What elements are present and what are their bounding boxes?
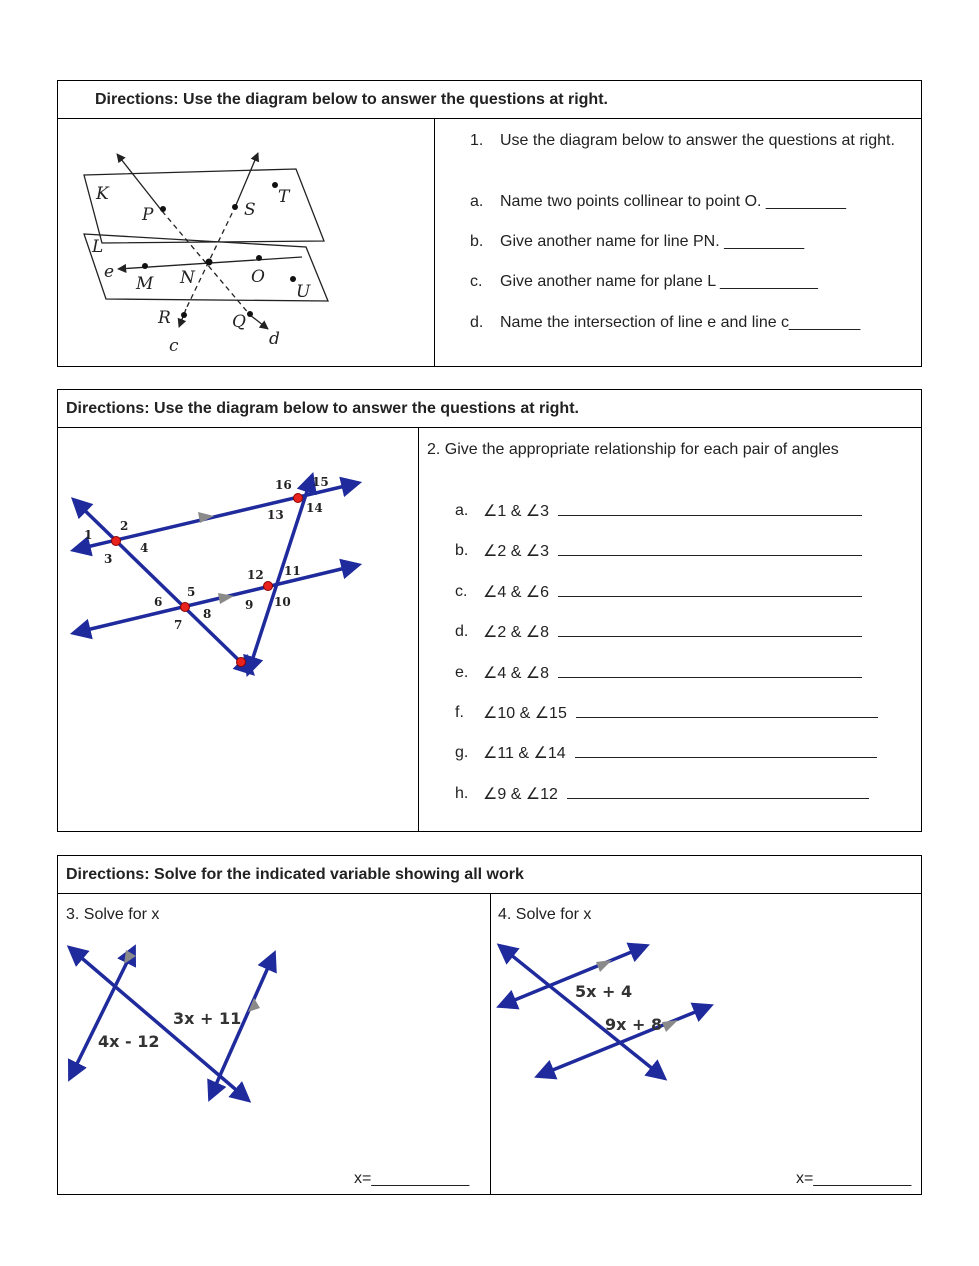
angle-label-11: 11 <box>284 564 301 578</box>
q2-item-h-text <box>483 784 869 805</box>
label-c: c <box>169 336 179 356</box>
line-pq-upper <box>117 154 162 211</box>
q2-item-b-letter: b. <box>455 542 469 559</box>
angle-label-16: 16 <box>275 478 292 492</box>
q2-item-h-label: ∠9 & ∠12 <box>483 786 558 803</box>
angle-label-10: 10 <box>274 595 291 609</box>
q2-item-a-letter: a. <box>455 502 469 519</box>
q2-item-h-letter: h. <box>455 785 469 802</box>
section2-header: Directions: Use the diagram below to answer the questions at right. <box>58 390 921 428</box>
intersection-dot-5 <box>237 658 246 667</box>
point-q <box>247 311 253 317</box>
section3-header: Directions: Solve for the indicated variable showing all work <box>58 856 921 894</box>
q2-item-f-letter: f. <box>455 704 464 721</box>
q4-answer: x=___________ <box>796 1170 912 1187</box>
answer-blank-e <box>558 663 862 678</box>
q2-item-d-letter: d. <box>455 623 469 640</box>
line-c-lower <box>179 309 186 327</box>
label-d: d <box>269 329 280 349</box>
q2-item-d-text <box>483 622 862 643</box>
q2-item-e-text <box>483 663 862 684</box>
intersection-dot-2 <box>294 494 303 503</box>
answer-blank-a <box>558 501 862 516</box>
plane-l <box>84 234 328 301</box>
intersection-dot-3 <box>181 603 190 612</box>
q2-item-f-text <box>483 703 878 724</box>
q2-item-e-label: ∠4 & ∠8 <box>483 665 550 682</box>
intersection-dot-4 <box>264 582 273 591</box>
q1-item-c-text: Give another name for plane L ___________ <box>500 273 818 290</box>
angle-label-2: 2 <box>120 519 129 533</box>
q2-item-d-label: ∠2 & ∠8 <box>483 624 550 641</box>
angle-label-8: 8 <box>203 607 212 621</box>
angle-label-6: 6 <box>154 595 163 609</box>
q1-item-b-text: Give another name for line PN. _________ <box>500 233 805 250</box>
angle-label-7: 7 <box>174 618 183 632</box>
angle-label-1: 1 <box>84 528 93 542</box>
q2-item-g-text <box>483 743 877 764</box>
q2-item-b-label: ∠2 & ∠3 <box>483 543 550 560</box>
q3-answer: x=___________ <box>354 1170 470 1187</box>
point-o <box>256 255 262 261</box>
point-s <box>232 204 238 210</box>
answer-blank-c <box>558 582 862 597</box>
section1-box <box>57 80 922 367</box>
label-plane-l: L <box>92 237 104 257</box>
q3-parallel-mark-left <box>124 950 136 964</box>
angle-label-14: 14 <box>306 501 323 515</box>
answer-blank-b <box>558 541 862 556</box>
q2-item-g-letter: g. <box>455 744 469 761</box>
answer-blank-f <box>576 703 878 718</box>
label-u: U <box>296 282 311 302</box>
q1-item-d-letter: d. <box>470 314 484 331</box>
point-r <box>181 312 187 318</box>
angle-label-15: 15 <box>312 475 329 489</box>
section1-header: Directions: Use the diagram below to answer the questions at right. <box>58 81 921 119</box>
label-p: P <box>142 205 154 225</box>
q2-item-b-text <box>483 541 862 562</box>
line-c-upper <box>236 153 258 205</box>
q2-item-a-label: ∠1 & ∠3 <box>483 503 550 520</box>
label-q: Q <box>232 312 246 332</box>
point-n <box>206 259 213 266</box>
q3-title: 3. Solve for x <box>66 906 160 923</box>
q2-item-c-letter: c. <box>455 583 468 600</box>
angle-label-12: 12 <box>247 568 264 582</box>
q1-item-a-text: Name two points collinear to point O. _________ <box>500 193 846 210</box>
q4-diagram <box>490 942 720 1092</box>
answer-blank-d <box>558 622 862 637</box>
planes-diagram <box>58 119 434 367</box>
q4-expression-1: 5x + 4 <box>575 982 633 1001</box>
q2-text: 2. Give the appropriate relationship for each pair of angles <box>427 441 839 458</box>
angle-label-13: 13 <box>267 508 284 522</box>
q1-number: 1. <box>470 132 484 149</box>
angle-label-4: 4 <box>140 541 149 555</box>
answer-blank-h <box>567 784 869 799</box>
q1-item-d-text: Name the intersection of line e and line c________ <box>500 314 861 331</box>
section2-divider <box>418 428 419 831</box>
label-r: R <box>158 308 171 328</box>
label-e: e <box>104 262 115 282</box>
transversal-left <box>74 500 252 673</box>
label-o: O <box>251 267 265 287</box>
angle-label-5: 5 <box>187 585 196 599</box>
q4-title: 4. Solve for x <box>498 906 592 923</box>
parallel-line-lower <box>74 565 358 633</box>
q4-parallel-mark-lower <box>662 1020 678 1032</box>
line-d <box>250 315 268 329</box>
q1-item-b-letter: b. <box>470 233 484 250</box>
q2-item-g-label: ∠11 & ∠14 <box>483 745 566 762</box>
q3-diagram <box>58 942 298 1112</box>
q2-item-c-text <box>483 582 862 603</box>
q3-parallel-left <box>70 948 134 1078</box>
q1-item-c-letter: c. <box>470 273 483 290</box>
label-s: S <box>244 200 256 220</box>
label-n: N <box>180 268 195 288</box>
label-m: M <box>136 274 154 294</box>
q2-item-e-letter: e. <box>455 664 469 681</box>
q3-expression-1: 3x + 11 <box>173 1009 242 1028</box>
q3-expression-2: 4x - 12 <box>98 1032 160 1051</box>
section1-divider <box>434 119 435 366</box>
section3-box <box>57 855 922 1195</box>
q2-item-f-label: ∠10 & ∠15 <box>483 705 567 722</box>
q2-item-a-text <box>483 501 862 522</box>
point-m <box>142 263 148 269</box>
section2-box <box>57 389 922 832</box>
angle-label-9: 9 <box>245 598 254 612</box>
label-plane-k: K <box>96 184 109 204</box>
transversal-diagram <box>58 428 418 832</box>
label-t: T <box>278 187 290 207</box>
angle-label-3: 3 <box>104 552 113 566</box>
line-c-dashed <box>186 205 236 309</box>
q1-item-a-letter: a. <box>470 193 484 210</box>
q4-expression-2: 9x + 8 <box>605 1015 663 1034</box>
point-p <box>160 206 166 212</box>
q1-text: Use the diagram below to answer the questions at right. <box>500 132 895 149</box>
answer-blank-g <box>575 743 877 758</box>
intersection-dot-1 <box>112 537 121 546</box>
q4-parallel-mark-upper <box>596 960 612 972</box>
q2-item-c-label: ∠4 & ∠6 <box>483 584 550 601</box>
